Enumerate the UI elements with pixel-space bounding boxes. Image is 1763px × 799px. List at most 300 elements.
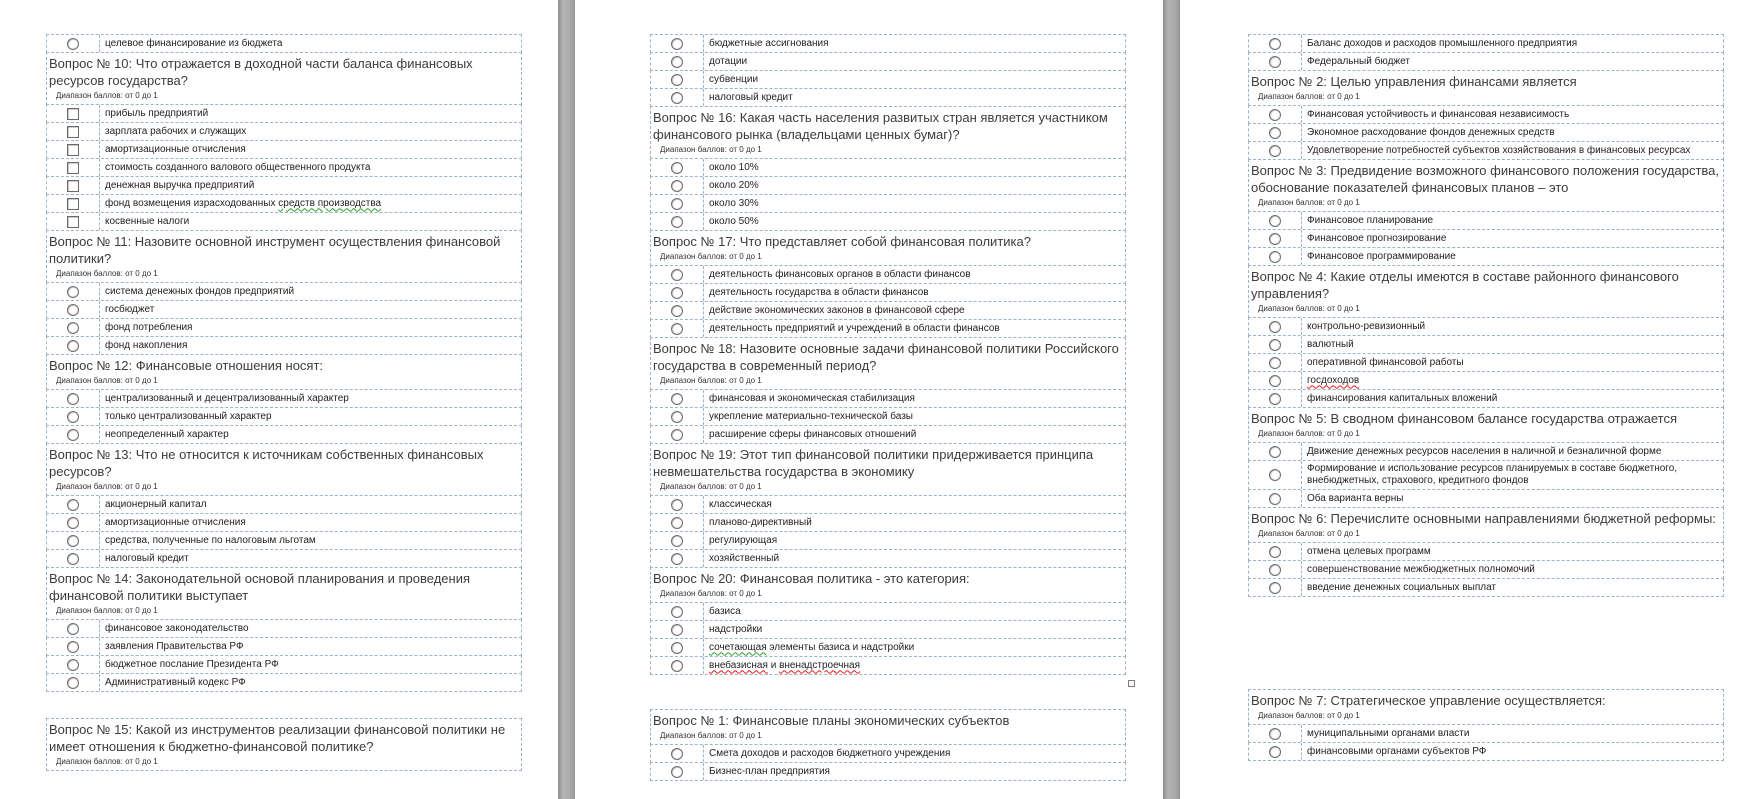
- radio-button[interactable]: [1269, 215, 1281, 227]
- answer-control-cell: [1249, 461, 1302, 489]
- answer-option-text: деятельность государства в области финансов: [709, 286, 929, 298]
- checkbox-control[interactable]: [67, 108, 79, 120]
- answer-option-row: [1248, 353, 1724, 372]
- answer-option-text: госдоходов: [1307, 374, 1360, 386]
- answer-option-label: [1302, 490, 1723, 507]
- answer-option-row: [1248, 123, 1724, 142]
- answer-option-row: [46, 140, 522, 159]
- radio-button[interactable]: [67, 499, 79, 511]
- answer-option-row: [46, 194, 522, 213]
- answer-option-label: [100, 337, 521, 354]
- answer-option-text: налоговый кредит: [709, 91, 793, 103]
- radio-button[interactable]: [1269, 357, 1281, 369]
- question-title: Вопрос № 11: Назовите основной инструмент осуществления финансовой политики?: [49, 234, 501, 266]
- answer-option-row: [46, 336, 522, 355]
- radio-button[interactable]: [67, 393, 79, 405]
- answer-control-cell: [1249, 561, 1302, 578]
- page-separator-1: [558, 0, 575, 799]
- answer-option-row: [1248, 724, 1724, 743]
- answer-option-label: [1302, 35, 1723, 52]
- checkbox-control[interactable]: [67, 180, 79, 192]
- question-block: [46, 52, 522, 231]
- radio-button[interactable]: [1269, 339, 1281, 351]
- answer-option-row: [1248, 489, 1724, 508]
- radio-button[interactable]: [671, 162, 683, 174]
- radio-button[interactable]: [671, 305, 683, 317]
- radio-button[interactable]: [1269, 38, 1281, 50]
- answer-option-label: [100, 426, 521, 443]
- checkbox-control[interactable]: [67, 126, 79, 138]
- question-title: Вопрос № 10: Что отражается в доходной части баланса финансовых ресурсов государства?: [49, 56, 473, 88]
- radio-button[interactable]: [1269, 746, 1281, 758]
- answer-option-label: [100, 620, 521, 637]
- answer-option-text: финансовое законодательство: [105, 622, 249, 634]
- radio-button[interactable]: [1269, 127, 1281, 139]
- answer-control-cell: [651, 213, 704, 230]
- answer-control-cell: [1249, 443, 1302, 460]
- answer-control-cell: [1249, 743, 1302, 760]
- radio-button[interactable]: [67, 304, 79, 316]
- radio-button[interactable]: [671, 411, 683, 423]
- radio-button[interactable]: [67, 659, 79, 671]
- answer-option-label: [100, 390, 521, 407]
- answer-option-row: [1248, 229, 1724, 248]
- radio-button[interactable]: [671, 269, 683, 281]
- answer-option-row: [46, 495, 522, 514]
- question-block: [46, 34, 522, 53]
- radio-button[interactable]: [1269, 393, 1281, 405]
- radio-button[interactable]: [671, 74, 683, 86]
- question-title: Вопрос № 1: Финансовые планы экономических субъектов: [653, 713, 1010, 728]
- answer-option-label: [704, 657, 1125, 674]
- answer-control-cell: [1249, 490, 1302, 507]
- radio-button[interactable]: [671, 56, 683, 68]
- radio-button[interactable]: [1269, 582, 1281, 594]
- answer-option-row: [650, 620, 1126, 639]
- radio-button[interactable]: [671, 198, 683, 210]
- answer-option-text: сочетающая: [709, 641, 767, 653]
- answer-control-cell: [651, 657, 704, 674]
- question-block: [1248, 34, 1724, 71]
- answer-option-row: [1248, 211, 1724, 230]
- question-block: [46, 718, 522, 771]
- question-block: [650, 34, 1126, 107]
- answer-option-text: стоимость созданного валового общественного продукта: [105, 161, 371, 173]
- score-range-label: Диапазон баллов: от 0 до 1: [1258, 304, 1360, 313]
- answer-option-row: [46, 282, 522, 301]
- answer-control-cell: [1249, 354, 1302, 371]
- radio-button[interactable]: [67, 553, 79, 565]
- answer-option-label: [100, 408, 521, 425]
- score-range-label: Диапазон баллов: от 0 до 1: [56, 269, 158, 278]
- radio-button[interactable]: [671, 766, 683, 778]
- answer-option-text: фонд возмещения израсходованных: [105, 197, 279, 209]
- answer-option-label: [704, 621, 1125, 638]
- answer-control-cell: [651, 177, 704, 194]
- answer-control-cell: [47, 674, 100, 691]
- answer-option-label: [704, 89, 1125, 106]
- answer-option-label: [100, 514, 521, 531]
- answer-option-row: [650, 407, 1126, 426]
- answer-option-label: [1302, 318, 1723, 335]
- radio-button[interactable]: [671, 287, 683, 299]
- radio-button[interactable]: [1269, 469, 1281, 481]
- answer-option-row: [46, 212, 522, 231]
- radio-button[interactable]: [67, 641, 79, 653]
- answer-option-label: [704, 71, 1125, 88]
- question-block: [650, 567, 1126, 687]
- score-range-label: Диапазон баллов: от 0 до 1: [660, 731, 762, 740]
- answer-option-row: [1248, 560, 1724, 579]
- radio-button[interactable]: [67, 535, 79, 547]
- question-block: [46, 354, 522, 444]
- answer-control-cell: [651, 514, 704, 531]
- answer-option-label: [100, 496, 521, 513]
- page-separator-2: [1163, 0, 1180, 799]
- answer-option-text: средств производства: [278, 197, 382, 209]
- answer-control-cell: [47, 638, 100, 655]
- answer-option-text: укрепление материально-технической базы: [709, 410, 913, 422]
- answer-option-text: классическая: [709, 498, 772, 510]
- answer-option-text: госбюджет: [105, 303, 155, 315]
- radio-button[interactable]: [1269, 233, 1281, 245]
- answer-option-label: [100, 674, 521, 691]
- answer-option-text: денежная выручка предприятий: [105, 179, 255, 191]
- radio-button[interactable]: [671, 323, 683, 335]
- answer-control-cell: [1249, 390, 1302, 407]
- score-range-label: Диапазон баллов: от 0 до 1: [660, 482, 762, 491]
- answer-option-text: амортизационные отчисления: [105, 516, 246, 528]
- answer-control-cell: [651, 550, 704, 567]
- answer-option-row: [650, 531, 1126, 550]
- answer-control-cell: [651, 284, 704, 301]
- answer-option-label: [1302, 106, 1723, 123]
- score-range-label: Диапазон баллов: от 0 до 1: [56, 757, 158, 766]
- question-block: [1248, 265, 1724, 408]
- table-resize-handle[interactable]: [1128, 680, 1135, 687]
- radio-button[interactable]: [671, 553, 683, 565]
- answer-option-label: [704, 284, 1125, 301]
- answer-option-row: [650, 319, 1126, 338]
- radio-button[interactable]: [671, 38, 683, 50]
- question-header: [650, 337, 1126, 390]
- answer-option-text: зарплата рабочих и служащих: [105, 125, 247, 137]
- answer-option-row: [46, 104, 522, 123]
- answer-control-cell: [1249, 124, 1302, 141]
- question-block: [1248, 407, 1724, 508]
- radio-button[interactable]: [1269, 251, 1281, 263]
- answer-option-label: [100, 195, 521, 212]
- answer-option-row: [650, 283, 1126, 302]
- answer-control-cell: [47, 195, 100, 212]
- radio-button[interactable]: [1269, 321, 1281, 333]
- answer-option-label: [704, 745, 1125, 762]
- question-title: Вопрос № 18: Назовите основные задачи финансовой политики Российского государства в современный период?: [653, 341, 1119, 373]
- question-title: Вопрос № 12: Финансовые отношения носят:: [49, 358, 324, 373]
- answer-option-label: [100, 159, 521, 176]
- radio-button[interactable]: [1269, 56, 1281, 68]
- answer-option-row: [46, 531, 522, 550]
- answer-option-label: [1302, 725, 1723, 742]
- answer-option-text: косвенные налоги: [105, 215, 190, 227]
- question-title: Вопрос № 16: Какая часть населения развитых стран является участником финансового рынка (владельцами ценных бумаг)?: [653, 110, 1108, 142]
- answer-option-row: [650, 602, 1126, 621]
- answer-option-label: [100, 105, 521, 122]
- answer-option-label: [704, 302, 1125, 319]
- radio-button[interactable]: [67, 517, 79, 529]
- answer-option-label: [704, 496, 1125, 513]
- answer-option-text: финансовыми органами субъектов РФ: [1307, 745, 1487, 757]
- answer-option-text: около 10%: [709, 161, 759, 173]
- score-range-label: Диапазон баллов: от 0 до 1: [1258, 198, 1360, 207]
- question-header: [46, 567, 522, 620]
- answer-option-text: действие экономических законов в финансовой сфере: [709, 304, 965, 316]
- question-header: [46, 443, 522, 496]
- radio-button[interactable]: [1269, 493, 1281, 505]
- answer-option-label: [100, 638, 521, 655]
- radio-button[interactable]: [671, 429, 683, 441]
- answer-option-text: Экономное расходование фондов денежных средств: [1307, 126, 1555, 138]
- answer-option-text: муниципальными органами власти: [1307, 727, 1470, 739]
- answer-option-row: [650, 425, 1126, 444]
- answer-control-cell: [651, 35, 704, 52]
- answer-control-cell: [47, 408, 100, 425]
- document-page-2: [650, 35, 1126, 781]
- question-header: [1248, 70, 1724, 106]
- answer-option-label: [1302, 53, 1723, 70]
- answer-option-row: [650, 70, 1126, 89]
- radio-button[interactable]: [671, 393, 683, 405]
- answer-option-text: субвенции: [709, 73, 759, 85]
- answer-option-label: [704, 177, 1125, 194]
- answer-control-cell: [1249, 248, 1302, 265]
- radio-button[interactable]: [67, 623, 79, 635]
- answer-option-label: [1302, 142, 1723, 159]
- score-range-label: Диапазон баллов: от 0 до 1: [56, 91, 158, 100]
- answer-control-cell: [47, 159, 100, 176]
- answer-option-label: [100, 35, 521, 52]
- radio-button[interactable]: [1269, 564, 1281, 576]
- answer-option-text: финансовая и экономическая стабилизация: [709, 392, 915, 404]
- answer-option-row: [46, 425, 522, 444]
- question-header: [1248, 159, 1724, 212]
- answer-option-text: элементы базиса и надстройки: [766, 641, 915, 653]
- radio-button[interactable]: [67, 411, 79, 423]
- answer-option-text: бюджетное послание Президента РФ: [105, 658, 279, 670]
- question-title: Вопрос № 2: Целью управления финансами является: [1251, 74, 1577, 89]
- answer-control-cell: [1249, 579, 1302, 596]
- answer-option-text: Удовлетворение потребностей субъектов хозяйствования в финансовых ресурсах: [1307, 144, 1691, 156]
- answer-option-row: [46, 389, 522, 408]
- answer-option-row: [46, 318, 522, 337]
- answer-option-label: [704, 35, 1125, 52]
- answer-option-label: [100, 123, 521, 140]
- answer-option-text: неопределенный характер: [105, 428, 229, 440]
- answer-control-cell: [1249, 230, 1302, 247]
- question-block: [1248, 689, 1724, 761]
- question-title: Вопрос № 6: Перечислите основными направлениями бюджетной реформы:: [1251, 511, 1716, 526]
- question-block: [46, 443, 522, 568]
- question-title: Вопрос № 4: Какие отделы имеются в составе районного финансового управления?: [1251, 269, 1679, 301]
- radio-button[interactable]: [67, 322, 79, 334]
- answer-option-label: [704, 639, 1125, 656]
- question-header: [46, 52, 522, 105]
- radio-button[interactable]: [671, 642, 683, 654]
- answer-option-label: [704, 532, 1125, 549]
- answer-control-cell: [651, 89, 704, 106]
- radio-button[interactable]: [671, 748, 683, 760]
- answer-option-row: [1248, 742, 1724, 761]
- radio-button[interactable]: [1269, 375, 1281, 387]
- answer-control-cell: [651, 408, 704, 425]
- radio-button[interactable]: [1269, 446, 1281, 458]
- answer-option-label: [704, 426, 1125, 443]
- answer-option-label: [704, 603, 1125, 620]
- answer-option-row: [650, 265, 1126, 284]
- radio-button[interactable]: [671, 606, 683, 618]
- answer-control-cell: [47, 177, 100, 194]
- answer-option-row: [46, 513, 522, 532]
- answer-control-cell: [1249, 725, 1302, 742]
- radio-button[interactable]: [1269, 145, 1281, 157]
- question-header: [1248, 689, 1724, 725]
- answer-option-row: [46, 122, 522, 141]
- answer-control-cell: [1249, 53, 1302, 70]
- question-block: [1248, 507, 1724, 597]
- radio-button[interactable]: [67, 286, 79, 298]
- radio-button[interactable]: [671, 624, 683, 636]
- answer-option-row: [650, 52, 1126, 71]
- checkbox-control[interactable]: [67, 162, 79, 174]
- question-block: [650, 337, 1126, 444]
- answer-option-row: [46, 176, 522, 195]
- answer-option-text: Федеральный бюджет: [1307, 55, 1410, 67]
- answer-control-cell: [47, 35, 100, 52]
- answer-option-text: хозяйственный: [709, 552, 780, 564]
- answer-option-row: [650, 88, 1126, 107]
- answer-option-label: [100, 177, 521, 194]
- question-title: Вопрос № 5: В сводном финансовом балансе государства отражается: [1251, 411, 1678, 426]
- answer-option-row: [650, 34, 1126, 53]
- question-header: [650, 106, 1126, 159]
- radio-button[interactable]: [1269, 546, 1281, 558]
- question-block: [650, 709, 1126, 781]
- answer-option-row: [650, 656, 1126, 675]
- radio-button[interactable]: [671, 216, 683, 228]
- answer-control-cell: [1249, 543, 1302, 560]
- question-header: [46, 718, 522, 771]
- answer-option-text: около 50%: [709, 215, 759, 227]
- radio-button[interactable]: [671, 660, 683, 672]
- answer-option-label: [1302, 543, 1723, 560]
- answer-option-text: только централизованный характер: [105, 410, 272, 422]
- radio-button[interactable]: [671, 517, 683, 529]
- question-header: [46, 230, 522, 283]
- answer-option-row: [46, 637, 522, 656]
- answer-option-label: [1302, 212, 1723, 229]
- radio-button[interactable]: [67, 677, 79, 689]
- answer-option-text: Оба варианта верны: [1307, 492, 1404, 504]
- answer-option-label: [1302, 743, 1723, 760]
- answer-option-row: [1248, 578, 1724, 597]
- answer-option-row: [650, 301, 1126, 320]
- checkbox-control[interactable]: [67, 198, 79, 210]
- question-block: [650, 106, 1126, 231]
- answer-option-text: бюджетные ассигнования: [709, 37, 829, 49]
- document-page-1: [46, 35, 522, 771]
- answer-option-label: [1302, 248, 1723, 265]
- radio-button[interactable]: [67, 340, 79, 352]
- answer-control-cell: [47, 301, 100, 318]
- answer-option-label: [100, 141, 521, 158]
- radio-button[interactable]: [67, 38, 79, 50]
- answer-control-cell: [47, 123, 100, 140]
- radio-button[interactable]: [671, 499, 683, 511]
- radio-button[interactable]: [1269, 109, 1281, 121]
- answer-control-cell: [47, 213, 100, 230]
- radio-button[interactable]: [671, 535, 683, 547]
- answer-option-label: [704, 408, 1125, 425]
- question-block: [650, 230, 1126, 338]
- radio-button[interactable]: [67, 429, 79, 441]
- answer-option-text: финансирования капитальных вложений: [1307, 392, 1498, 404]
- answer-control-cell: [651, 603, 704, 620]
- answer-option-row: [46, 673, 522, 692]
- score-range-label: Диапазон баллов: от 0 до 1: [56, 482, 158, 491]
- radio-button[interactable]: [671, 92, 683, 104]
- answer-option-text: Финансовая устойчивость и финансовая независимость: [1307, 108, 1570, 120]
- answer-option-text: амортизационные отчисления: [105, 143, 246, 155]
- answer-option-text: дотации: [709, 55, 748, 67]
- radio-button[interactable]: [1269, 728, 1281, 740]
- answer-option-text: Бизнес-план предприятия: [709, 765, 830, 777]
- question-title: Вопрос № 15: Какой из инструментов реализации финансовой политики не имеет отношения к бюджетно-финансовой политике?: [49, 722, 506, 754]
- answer-control-cell: [47, 532, 100, 549]
- answer-option-text: внебазисная: [709, 659, 768, 671]
- question-header: [650, 567, 1126, 603]
- answer-control-cell: [47, 337, 100, 354]
- answer-option-label: [100, 656, 521, 673]
- score-range-label: Диапазон баллов: от 0 до 1: [660, 376, 762, 385]
- checkbox-control[interactable]: [67, 144, 79, 156]
- score-range-label: Диапазон баллов: от 0 до 1: [1258, 711, 1360, 720]
- score-range-label: Диапазон баллов: от 0 до 1: [1258, 529, 1360, 538]
- answer-option-text: надстройки: [709, 623, 763, 635]
- answer-option-label: [704, 53, 1125, 70]
- answer-option-text: заявления Правительства РФ: [105, 640, 244, 652]
- answer-option-text: средства, полученные по налоговым льготам: [105, 534, 316, 546]
- answer-option-row: [650, 549, 1126, 568]
- checkbox-control[interactable]: [67, 216, 79, 228]
- question-title: Вопрос № 17: Что представляет собой финансовая политика?: [653, 234, 1031, 249]
- answer-control-cell: [651, 426, 704, 443]
- answer-option-text: целевое финансирование из бюджета: [105, 37, 283, 49]
- answer-control-cell: [651, 159, 704, 176]
- answer-control-cell: [651, 302, 704, 319]
- radio-button[interactable]: [671, 180, 683, 192]
- answer-control-cell: [47, 319, 100, 336]
- answer-option-label: [704, 550, 1125, 567]
- answer-option-label: [1302, 390, 1723, 407]
- answer-control-cell: [651, 266, 704, 283]
- answer-option-row: [650, 744, 1126, 763]
- answer-control-cell: [47, 550, 100, 567]
- answer-control-cell: [651, 532, 704, 549]
- answer-option-row: [1248, 460, 1724, 490]
- answer-option-text: централизованный и децентрализованный характер: [105, 392, 349, 404]
- answer-option-row: [1248, 335, 1724, 354]
- score-range-label: Диапазон баллов: от 0 до 1: [56, 376, 158, 385]
